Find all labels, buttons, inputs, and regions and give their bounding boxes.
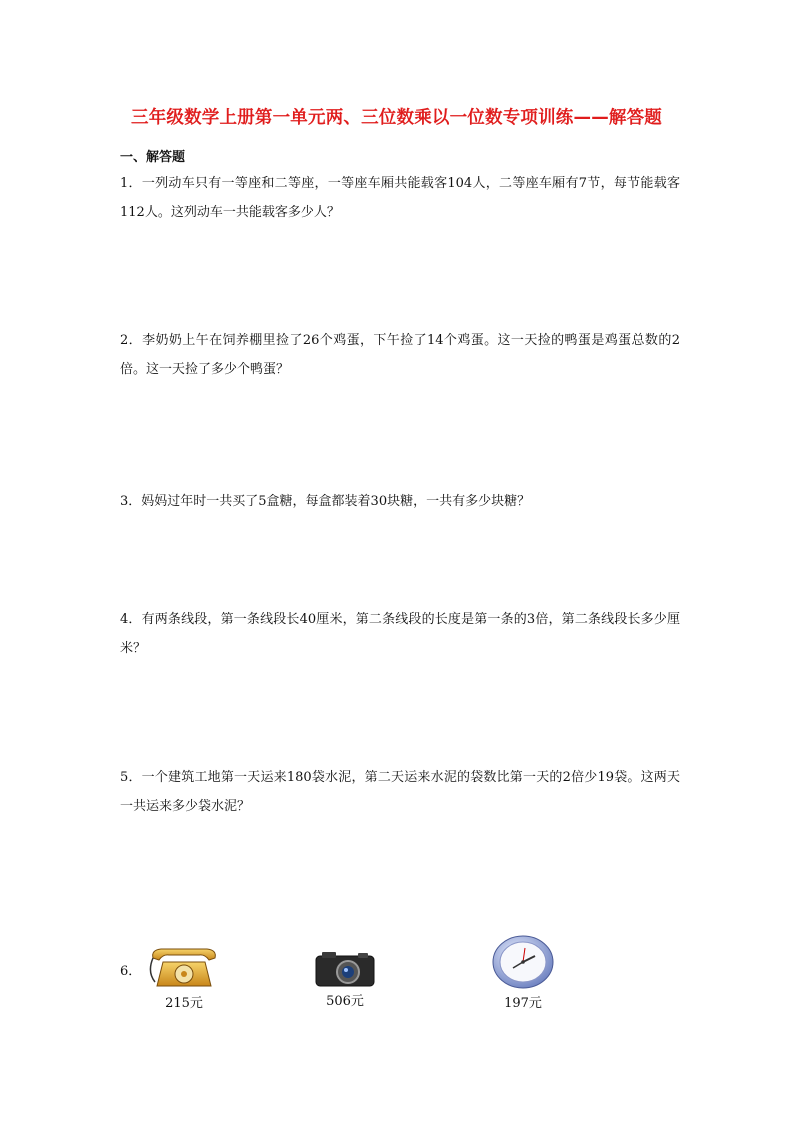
question-2: 2．李奶奶上午在饲养棚里捡了26个鸡蛋，下午捡了14个鸡蛋。这一天捡的鸭蛋是鸡蛋总数的2倍。这一天捡了多少个鸭蛋？ <box>120 333 680 377</box>
question-4: 4．有两条线段，第一条线段长40厘米，第二条线段的长度是第一条的3倍，第二条线段长多少厘米？ <box>120 612 680 656</box>
page-title: 三年级数学上册第一单元两、三位数乘以一位数专项训练——解答题 <box>131 108 662 128</box>
camera-item <box>312 950 378 1009</box>
telephone-price: 215元 <box>165 996 203 1011</box>
question-1: 1．一列动车只有一等座和二等座，一等座车厢共能载客104人，二等座车厢有7节，每节能载客112人。这列动车一共能载客多少人？ <box>120 176 680 220</box>
question-5: 5．一个建筑工地第一天运来180袋水泥，第二天运来水泥的袋数比第一天的2倍少19袋。这两天一共运来多少袋水泥？ <box>120 770 680 814</box>
telephone-item <box>146 946 222 1011</box>
camera-icon <box>314 950 376 988</box>
question-6-number: 6． <box>120 964 142 979</box>
clock-icon <box>491 934 555 990</box>
clock-item <box>488 934 558 1011</box>
question-3: 3．妈妈过年时一共买了5盒糖，每盒都装着30块糖，一共有多少块糖？ <box>120 494 531 509</box>
telephone-icon <box>149 946 219 990</box>
section-heading: 一、解答题 <box>120 150 186 165</box>
camera-price: 506元 <box>326 994 364 1009</box>
clock-price: 197元 <box>504 996 542 1011</box>
